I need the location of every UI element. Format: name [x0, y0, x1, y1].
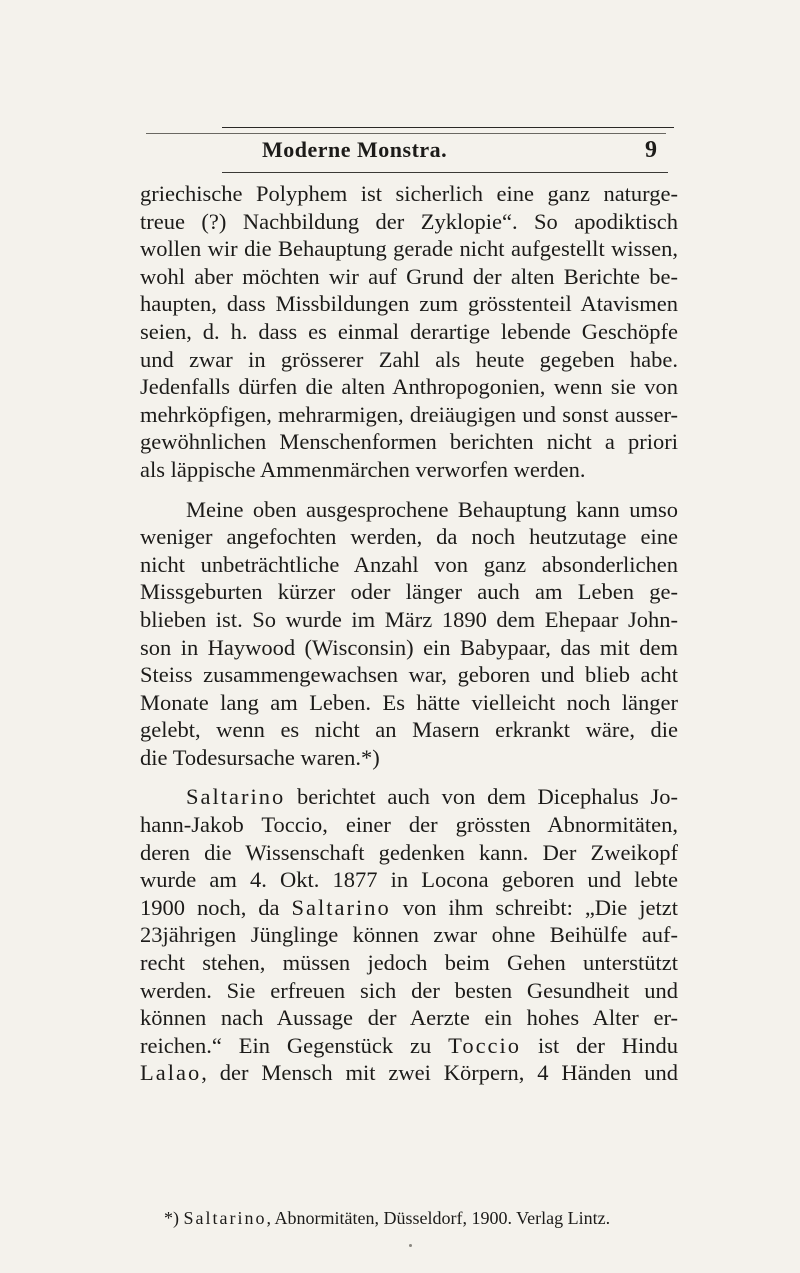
text-fragment: 1900 noch, da	[140, 894, 280, 920]
text-line: Jedenfalls dürfen die alten Anthropogonien, wenn sie von	[140, 374, 678, 400]
text-line: als läppische Ammenmärchen verworfen werden.	[140, 456, 586, 482]
text-line: griechische Polyphem ist sicherlich eine ganz naturge-	[140, 181, 678, 206]
running-header	[0, 137, 800, 169]
spaced-name: Toccio	[448, 1032, 522, 1058]
running-title: Moderne Monstra.	[262, 137, 448, 162]
text-line: Missgeburten kürzer oder länger auch am Leben ge-	[140, 579, 678, 605]
text-line: son in Haywood (Wisconsin) ein Babypaar, das mit dem	[140, 634, 678, 660]
text-line: wollen wir die Behauptung gerade nicht aufgestellt wissen,	[140, 236, 678, 262]
text-fragment: berichtet auch von dem Dicephalus Jo-	[296, 784, 678, 810]
text-fragment: ist der Hindu	[537, 1032, 678, 1058]
text-line: Steiss zusammengewachsen war, geboren und blieb acht	[140, 662, 678, 688]
text-line: deren die Wissenschaft gedenken kann. Der Zweikopf	[140, 839, 678, 865]
paragraph-2	[140, 496, 678, 772]
text-line: 23jährigen Jünglinge können zwar ohne Beihülfe auf-	[140, 922, 678, 948]
text-line: und zwar in grösserer Zahl als heute gegeben habe.	[140, 346, 678, 372]
paragraph-3	[140, 783, 678, 1087]
text-line: gelebt, wenn es nicht an Masern erkrankt wäre, die	[140, 717, 678, 743]
footnote-marker: *)	[164, 1208, 179, 1228]
text-line: Meine oben ausgesprochene Behauptung kann umso	[186, 496, 678, 522]
text-line: seien, d. h. dass es einmal derartige lebende Geschöpfe	[140, 318, 678, 344]
text-line: treue (?) Nachbildung der Zyklopie“. So apodiktisch	[140, 208, 678, 234]
header-rule	[222, 172, 668, 173]
footnote	[164, 1207, 678, 1229]
paragraph-1	[140, 180, 678, 484]
text-line: die Todesursache waren.*)	[140, 744, 380, 770]
text-line	[140, 1032, 678, 1060]
text-line	[140, 783, 678, 811]
text-line: haupten, dass Missbildungen zum grösstenteil Atavismen	[140, 291, 678, 317]
text-line	[140, 1059, 678, 1087]
spaced-name: Saltarino	[291, 894, 391, 920]
text-fragment: von ihm schreibt: „Die jetzt	[402, 894, 678, 920]
page-number: 9	[645, 137, 657, 163]
text-line: werden. Sie erfreuen sich der besten Gesundheit und	[140, 977, 678, 1003]
text-fragment: , der Mensch mit zwei Körpern, 4 Händen und	[201, 1060, 678, 1086]
text-line: Monate lang am Leben. Es hätte vielleicht noch länger	[140, 689, 678, 715]
text-line: mehrköpfigen, mehrarmigen, dreiäugigen und sonst ausser-	[140, 401, 678, 427]
text-line: wohl aber möchten wir auf Grund der alten Berichte be-	[140, 263, 678, 289]
text-fragment: reichen.“ Ein Gegenstück zu	[140, 1032, 432, 1058]
text-line: recht stehen, müssen jedoch beim Gehen unterstützt	[140, 950, 678, 976]
top-rule-thin	[146, 133, 666, 134]
spaced-name: Lalao	[140, 1060, 202, 1086]
top-rule	[222, 127, 674, 128]
footnote-author: Saltarino	[183, 1208, 267, 1228]
text-line	[140, 894, 678, 922]
spaced-name: Saltarino	[186, 784, 286, 810]
text-line: weniger angefochten werden, da noch heutzutage eine	[140, 524, 678, 550]
text-line: gewöhnlichen Menschenformen berichten nicht a priori	[140, 429, 678, 455]
text-line: wurde am 4. Okt. 1877 in Locona geboren und lebte	[140, 867, 678, 893]
text-line: hann-Jakob Toccio, einer der grössten Abnormitäten,	[140, 812, 678, 838]
text-line: blieben ist. So wurde im März 1890 dem Ehepaar John-	[140, 606, 678, 632]
body-text	[140, 180, 678, 1099]
paper-speck	[409, 1244, 412, 1247]
footnote-text: , Abnormitäten, Düsseldorf, 1900. Verlag Lintz.	[266, 1208, 611, 1228]
text-line: nicht unbeträchtliche Anzahl von ganz absonderlichen	[140, 551, 678, 577]
text-line: können nach Aussage der Aerzte ein hohes Alter er-	[140, 1005, 678, 1031]
